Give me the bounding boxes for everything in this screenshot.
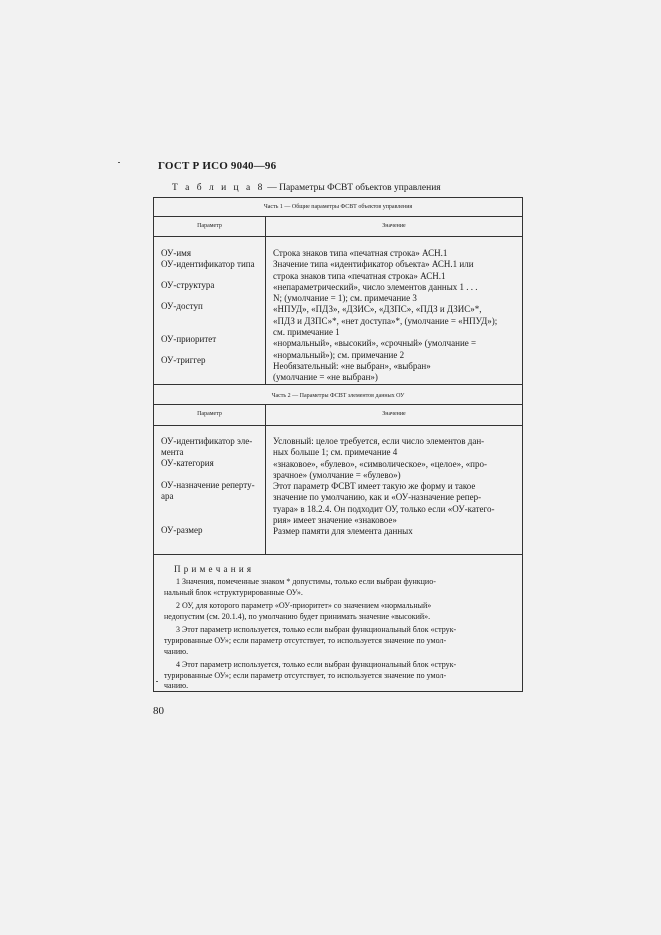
param-name: мента xyxy=(161,447,184,457)
column-divider xyxy=(265,404,266,554)
value-line: ных больше 1; см. примечание 4 xyxy=(273,447,398,458)
part1-param-header: Параметр xyxy=(197,223,222,229)
table-caption-prefix: Т а б л и ц а 8 xyxy=(172,183,265,193)
value-line: Этот параметр ФСВТ имеет такую же форму и такое xyxy=(273,481,476,492)
rule xyxy=(154,554,522,555)
value-line: «нормальный»); см. примечание 2 xyxy=(273,349,405,360)
part2-param-header: Параметр xyxy=(197,411,222,417)
param-name: ОУ-размер xyxy=(161,525,203,535)
part1-values xyxy=(273,248,497,384)
part1-value-header: Значение xyxy=(382,223,406,229)
notes-heading: П р и м е ч а н и я xyxy=(174,564,252,574)
param-name: ОУ-идентификатор эле- xyxy=(161,436,253,446)
table-caption-title: — Параметры ФСВТ объектов управления xyxy=(264,183,441,193)
param-name: ОУ-структура xyxy=(161,280,215,290)
note-line: нальный блок «структурированные ОУ». xyxy=(164,587,303,597)
note-line: недопустим (см. 20.1.4), по умолчанию будет принимать значение «высокий». xyxy=(164,611,431,621)
page-number: 80 xyxy=(153,705,164,717)
value-line: значение по умолчанию, как и «ОУ-назначение репер- xyxy=(273,492,482,503)
table-caption xyxy=(172,183,441,193)
column-divider xyxy=(265,216,266,384)
value-line: Необязательный: «не выбран», «выбран» xyxy=(273,360,431,371)
rule xyxy=(154,425,522,426)
note-line: турированные ОУ»; если параметр отсутствует, то используется значение по умол- xyxy=(164,670,447,680)
rule xyxy=(154,216,522,217)
notes-body xyxy=(164,577,456,692)
part1-title: Часть 1 — Общие параметры ФСВТ объектов управления xyxy=(263,204,413,210)
part2-title: Часть 2 — Параметры ФСВТ элементов данных ОУ xyxy=(271,393,405,399)
param-name: ОУ-имя xyxy=(161,248,192,258)
note-line: чанию. xyxy=(164,681,189,691)
param-name: ОУ-доступ xyxy=(161,301,203,311)
value-line: «нормальный», «высокий», «срочный» (умолчание = xyxy=(273,338,477,349)
param-name: ОУ-назначение реперту- xyxy=(161,480,255,490)
value-line: «ПДЗ и ДЗПС»*, «нет доступа»*, (умолчание = «НПУД»); xyxy=(273,315,498,326)
value-line: см. примечание 1 xyxy=(273,327,340,338)
param-name: ОУ-идентификатор типа xyxy=(161,259,255,269)
value-line: «непараметрический», число элементов данных 1 . . . xyxy=(273,281,478,292)
scan-mark xyxy=(118,162,120,163)
param-name: ара xyxy=(161,491,174,501)
param-name: ОУ-приоритет xyxy=(161,334,217,344)
value-line: Условный: целое требуется, если число элементов дан- xyxy=(273,436,485,446)
document-header: ГОСТ Р ИСО 9040—96 xyxy=(158,160,277,172)
param-name: ОУ-триггер xyxy=(161,355,206,365)
value-line: зрачное» (умолчание = «булево») xyxy=(273,469,401,480)
note-line: 1 Значения, помеченные знаком * допустимы, только если выбран функцио- xyxy=(176,577,436,586)
value-line: Размер памяти для элемента данных xyxy=(273,526,413,537)
value-line: строка знаков типа «печатная строка» АСН.1 xyxy=(273,270,446,281)
value-line: Значение типа «идентификатор объекта» АСН.1 или xyxy=(273,259,474,270)
note-line: 3 Этот параметр используется, только если выбран функциональный блок «струк- xyxy=(176,625,457,635)
value-line: «знаковое», «булево», «символическое», «целое», «про- xyxy=(273,458,487,469)
param-name: ОУ-категория xyxy=(161,458,214,468)
value-line: (умолчание = «не выбран») xyxy=(273,372,378,383)
value-line: N; (умолчание = 1); см. примечание 3 xyxy=(273,293,417,304)
rule xyxy=(154,236,522,237)
rule xyxy=(154,384,522,385)
note-line: 2 ОУ, для которого параметр «ОУ-приоритет» со значением «нормальный» xyxy=(176,601,432,611)
value-line: туара» в 18.2.4. Он подходит ОУ, только если «ОУ-катего- xyxy=(273,503,495,514)
value-line: «НПУД», «ПДЗ», «ДЗИС», «ДЗПС», «ПДЗ и ДЗИС»*, xyxy=(273,304,482,315)
rule xyxy=(154,404,522,405)
note-line: 4 Этот параметр используется, только если выбран функциональный блок «струк- xyxy=(176,660,457,670)
part2-value-header: Значение xyxy=(382,411,406,417)
value-line: Строка знаков типа «печатная строка» АСН.1 xyxy=(273,248,448,258)
value-line: рия» имеет значение «знаковое» xyxy=(273,515,397,526)
part2-values xyxy=(273,436,495,538)
note-line: турированные ОУ»; если параметр отсутствует, то используется значение по умол- xyxy=(164,635,447,645)
note-line: чанию. xyxy=(164,646,189,656)
table-frame xyxy=(153,197,523,692)
